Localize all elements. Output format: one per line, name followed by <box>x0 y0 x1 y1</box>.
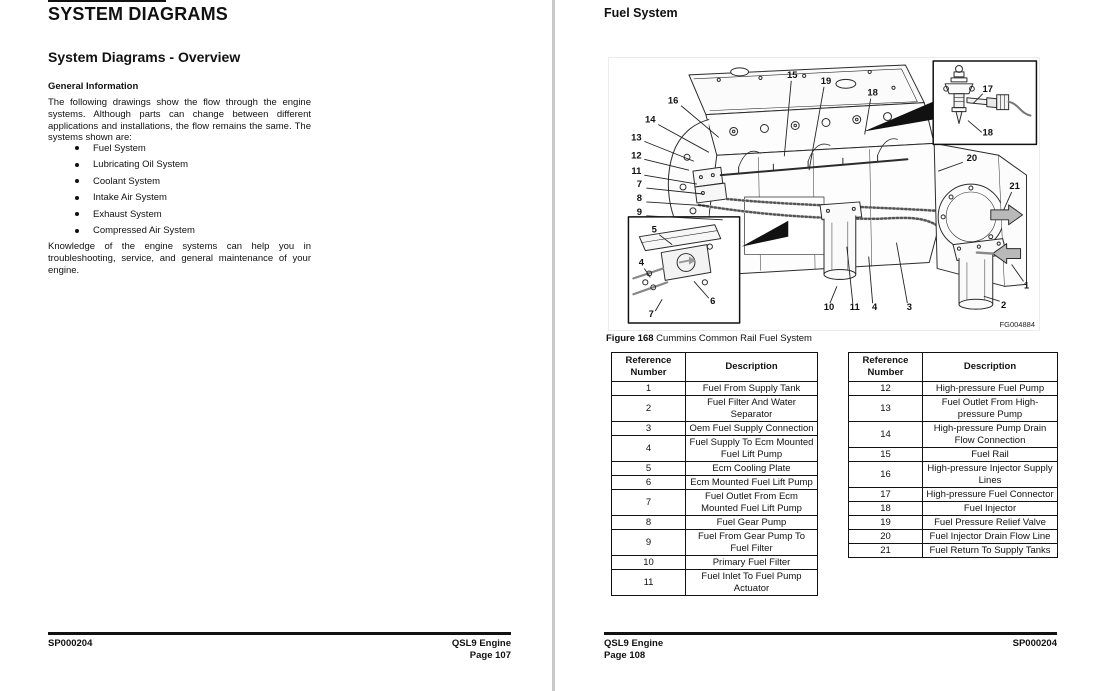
table-cell: 14 <box>849 422 923 448</box>
bullet-label: Fuel System <box>93 142 146 154</box>
table-cell: Fuel Outlet From High-pressure Pump <box>923 396 1058 422</box>
table-cell: Ecm Mounted Fuel Lift Pump <box>686 476 818 490</box>
callout-number: 17 <box>982 82 994 94</box>
table-row <box>612 396 818 422</box>
callout-number: 5 <box>651 223 657 235</box>
figure-caption <box>606 333 812 344</box>
table-cell: 15 <box>849 448 923 462</box>
bullet-dot <box>75 212 79 216</box>
table-cell: 21 <box>849 544 923 558</box>
table-row <box>849 488 1058 502</box>
left-footer-page-info <box>380 638 511 661</box>
callout-number: 7 <box>648 308 654 320</box>
scan-artifact <box>48 0 166 2</box>
callout-number: 12 <box>631 149 642 161</box>
bullet-dot <box>75 196 79 200</box>
callout-number: 18 <box>867 86 878 98</box>
table-cell: Fuel Outlet From Ecm Mounted Fuel Lift Pump <box>686 490 818 516</box>
bullet-dot <box>75 179 79 183</box>
table-row <box>849 544 1058 558</box>
callout-number: 16 <box>667 94 679 106</box>
table-cell: 11 <box>612 570 686 596</box>
left-footer-rule <box>48 632 511 635</box>
callout-number: 15 <box>786 68 798 80</box>
bullet-item <box>75 173 195 190</box>
table-cell: High-pressure Pump Drain Flow Connection <box>923 422 1058 448</box>
reference-table-left <box>611 352 818 596</box>
table-row <box>612 556 818 570</box>
closing-paragraph: Knowledge of the engine systems can help you in troubleshooting, service, and general maintenance of your engine. <box>48 241 311 276</box>
table-cell: 5 <box>612 462 686 476</box>
callout-number: 9 <box>636 205 642 217</box>
table-cell: Ecm Cooling Plate <box>686 462 818 476</box>
callout-number: 10 <box>823 301 835 313</box>
table-cell: 19 <box>849 516 923 530</box>
table-cell: Fuel From Supply Tank <box>686 382 818 396</box>
right-footer-doc-number: SP000204 <box>1012 638 1057 649</box>
subsection-title: General Information <box>48 81 139 92</box>
callout-number: 20 <box>966 152 978 164</box>
table-header: Reference Number <box>612 353 686 382</box>
table-cell: 2 <box>612 396 686 422</box>
bullet-label: Intake Air System <box>93 192 167 204</box>
bullet-item <box>75 190 195 207</box>
table-cell: Fuel Pressure Relief Valve <box>923 516 1058 530</box>
bullet-dot <box>75 229 79 233</box>
table-row <box>849 422 1058 448</box>
table-cell: 7 <box>612 490 686 516</box>
callout-number: 7 <box>636 178 642 190</box>
bullet-item <box>75 206 195 223</box>
engine-name: QSL9 Engine <box>604 638 664 649</box>
table-cell: Oem Fuel Supply Connection <box>686 422 818 436</box>
table-cell: Primary Fuel Filter <box>686 556 818 570</box>
table-row <box>612 382 818 396</box>
callout-number: 4 <box>872 301 878 313</box>
section-title: System Diagrams - Overview <box>48 49 241 65</box>
callout-number: 3 <box>906 301 912 313</box>
table-header: Reference Number <box>849 353 923 382</box>
callout-number: 18 <box>982 126 994 138</box>
table-cell: High-pressure Fuel Pump <box>923 382 1058 396</box>
callout-number: 4 <box>638 256 644 268</box>
intro-paragraph: The following drawings show the flow through the engine systems. Although parts can change between different applications and installations, the flow remains the same. The systems shown are: <box>48 97 311 144</box>
callout-number: 11 <box>849 301 860 313</box>
table-header: Description <box>686 353 818 382</box>
figure-id: FG004884 <box>999 320 1035 329</box>
table-cell: 4 <box>612 436 686 462</box>
callout-number: 1 <box>1023 279 1030 291</box>
fuel-system-figure <box>608 57 1040 331</box>
table-cell: 18 <box>849 502 923 516</box>
table-row <box>612 422 818 436</box>
table-row <box>849 396 1058 422</box>
table-row <box>849 502 1058 516</box>
table-row <box>612 490 818 516</box>
table-cell: 8 <box>612 516 686 530</box>
bullet-item <box>75 157 195 174</box>
table-cell: 16 <box>849 462 923 488</box>
table-row <box>849 462 1058 488</box>
table-cell: Fuel Injector Drain Flow Line <box>923 530 1058 544</box>
table-row <box>612 570 818 596</box>
table-cell: 9 <box>612 530 686 556</box>
table-cell: 17 <box>849 488 923 502</box>
bullet-label: Compressed Air System <box>93 225 195 237</box>
table-cell: Fuel Filter And Water Separator <box>686 396 818 422</box>
bullet-dot <box>75 146 79 150</box>
table-row <box>612 462 818 476</box>
bullet-label: Lubricating Oil System <box>93 159 189 171</box>
table-cell: Fuel Supply To Ecm Mounted Fuel Lift Pump <box>686 436 818 462</box>
bullet-label: Exhaust System <box>93 208 162 220</box>
page-number: Page 108 <box>604 649 646 661</box>
bullet-label: Coolant System <box>93 175 161 187</box>
bullet-item <box>75 223 195 240</box>
figure-caption-text: Cummins Common Rail Fuel System <box>656 333 812 344</box>
callout-number: 14 <box>645 113 656 125</box>
chapter-title: SYSTEM DIAGRAMS <box>48 4 229 24</box>
engine-diagram <box>609 58 1039 330</box>
table-cell: High-pressure Fuel Connector <box>923 488 1058 502</box>
callout-number: 6 <box>710 295 716 307</box>
bullet-item <box>75 140 195 157</box>
systems-bullet-list <box>75 140 195 239</box>
callout-number: 8 <box>636 191 642 203</box>
table-row <box>612 530 818 556</box>
table-row <box>849 382 1058 396</box>
callout-number: 2 <box>1001 299 1007 311</box>
page-title: Fuel System <box>604 6 678 20</box>
right-footer-rule <box>604 632 1057 635</box>
callout-number: 19 <box>820 74 832 86</box>
table-cell: 13 <box>849 396 923 422</box>
right-footer-page-info <box>604 638 663 661</box>
table-row <box>849 530 1058 544</box>
table-cell: Fuel Rail <box>923 448 1058 462</box>
table-cell: 3 <box>612 422 686 436</box>
table-cell: 1 <box>612 382 686 396</box>
left-footer-doc-number: SP000204 <box>48 638 93 649</box>
table-cell: 6 <box>612 476 686 490</box>
figure-caption-label: Figure 168 <box>606 333 654 344</box>
engine-name: QSL9 Engine <box>451 638 511 649</box>
reference-table-right <box>848 352 1058 558</box>
table-row <box>612 476 818 490</box>
table-row <box>612 516 818 530</box>
table-row <box>849 448 1058 462</box>
table-row <box>849 516 1058 530</box>
table-cell: High-pressure Injector Supply Lines <box>923 462 1058 488</box>
table-cell: Fuel Return To Supply Tanks <box>923 544 1058 558</box>
callout-number: 21 <box>1009 180 1020 192</box>
table-cell: Fuel From Gear Pump To Fuel Filter <box>686 530 818 556</box>
callout-number: 13 <box>631 131 642 143</box>
table-header: Description <box>923 353 1058 382</box>
page-gutter-divider <box>552 0 555 691</box>
table-cell: Fuel Injector <box>923 502 1058 516</box>
table-cell: Fuel Inlet To Fuel Pump Actuator <box>686 570 818 596</box>
callout-number: 11 <box>631 165 642 177</box>
table-cell: Fuel Gear Pump <box>686 516 818 530</box>
page-number: Page 107 <box>469 649 511 661</box>
table-cell: 10 <box>612 556 686 570</box>
bullet-dot <box>75 163 79 167</box>
table-cell: 20 <box>849 530 923 544</box>
table-cell: 12 <box>849 382 923 396</box>
table-row <box>612 436 818 462</box>
